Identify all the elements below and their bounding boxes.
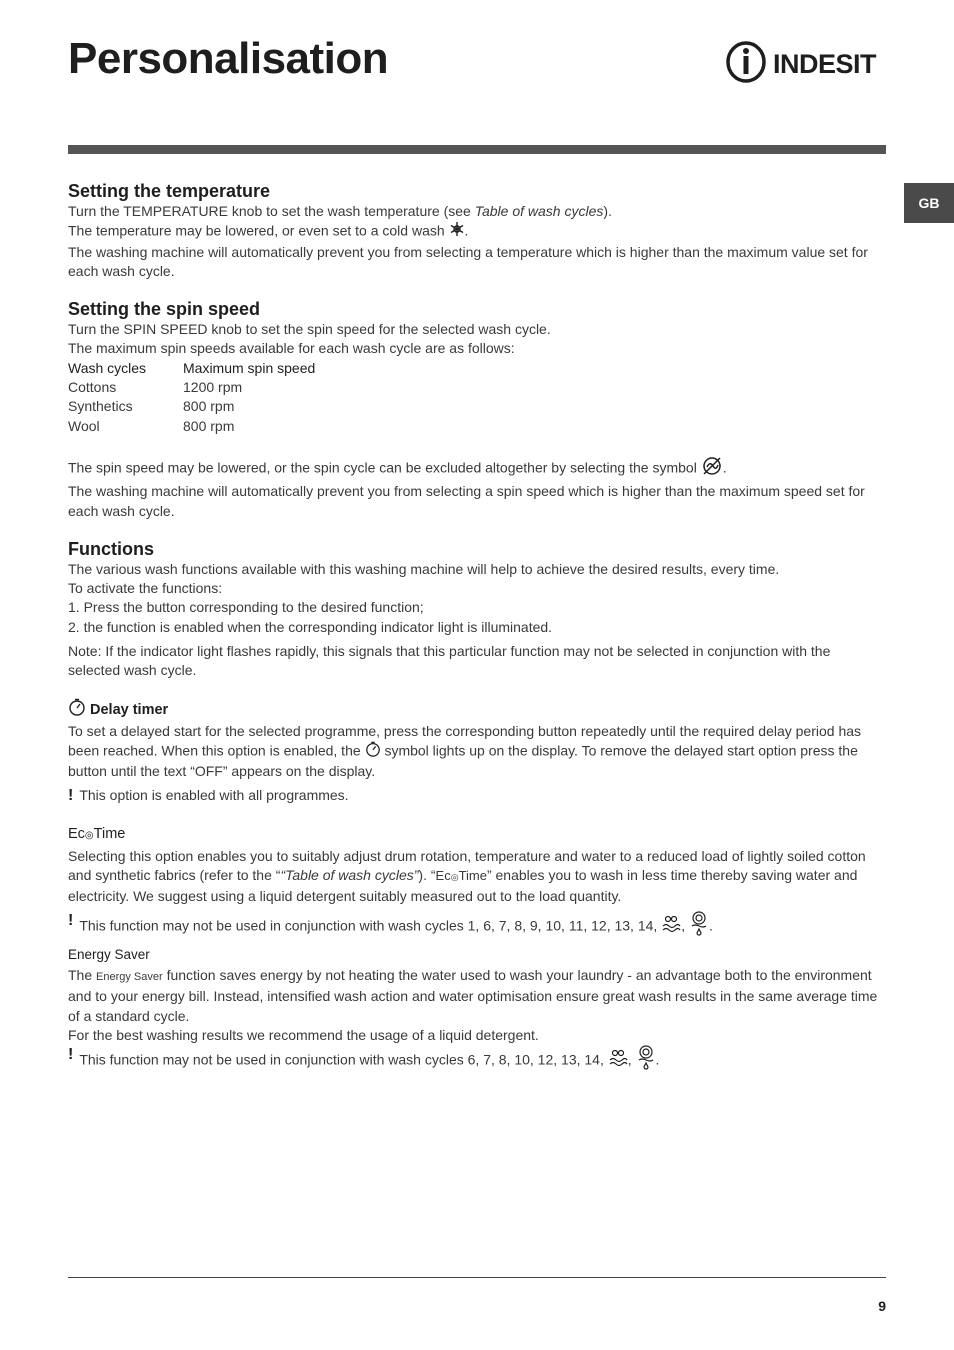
indesit-logo (726, 40, 886, 84)
paragraph: The spin speed may be lowered, or the spin cycle can be excluded altogether by selecting the symbol . (68, 455, 886, 482)
page-title: Personalisation (68, 34, 389, 83)
section-heading: Setting the spin speed (68, 299, 261, 320)
drain-spin-icon (689, 911, 709, 942)
table-cell: Synthetics (68, 398, 133, 415)
section-heading: Functions (68, 538, 154, 559)
list-item: 1. Press the button corresponding to the desired function; (68, 599, 424, 616)
drain-spin-icon (636, 1045, 656, 1076)
subsection-energy-saver (68, 944, 886, 1076)
section-functions (68, 538, 886, 1077)
eco-time-logo-inline: Ec◎Time (435, 868, 487, 884)
energy-saver-logo-inline: Energy Saver (96, 971, 163, 984)
paragraph: Turn the TEMPERATURE knob to set the wash temperature (see Table of wash cycles). (68, 203, 612, 219)
table-cell: 800 rpm (183, 398, 235, 415)
paragraph: To set a delayed start for the selected programme, press the corresponding button repeatedly until the required delay period has been reached. When this option is enabled, the symbol lights up on the display. To remove the delayed start option press the button until the text “OFF” appears on the display. (68, 722, 862, 780)
bottom-divider (68, 1277, 886, 1278)
table-cell: 800 rpm (183, 417, 235, 434)
subsection-heading: Delay timer (68, 698, 886, 722)
warning-icon: ! (68, 1046, 74, 1064)
warning-icon: ! (68, 911, 74, 929)
paragraph: Turn the SPIN SPEED knob to set the spin speed for the selected wash cycle. (68, 321, 551, 338)
table-row (68, 397, 315, 416)
page-number: 9 (878, 1298, 886, 1314)
section-heading: Setting the temperature (68, 181, 271, 201)
warning-icon: ! (68, 786, 74, 804)
eco-time-logo: Ec◎Time (68, 825, 126, 842)
snowflake-icon (449, 221, 465, 242)
section-spin-speed (68, 298, 886, 521)
main-content (68, 180, 886, 1077)
no-spin-icon (701, 455, 723, 482)
paragraph: The washing machine will automatically prevent you from selecting a spin speed which is higher than the maximum speed set for each wash cycle. (68, 483, 865, 519)
table-row (68, 417, 315, 436)
warning-note: ! This option is enabled with all programmes. (68, 786, 349, 804)
brand-wordmark: INDESIT (773, 49, 877, 79)
paragraph: The Energy Saver function saves energy by not heating the water used to wash your laundry - an advantage both to the environment and to your energy bill. Instead, intensified wash action and water optimisation ensure great wash results in the same average time of a standard cycle. (68, 967, 878, 1024)
paragraph: Selecting this option enables you to suitably adjust drum rotation, temperature and water to a reduced load of lightly soiled cotton and synthetic fabrics (refer to the ““Table of wash cycles”). “Ec◎Time” enables you to wash in less time thereby saving water and electricity. We suggest using a liquid detergent suitably measured out to the load quantity. (68, 847, 866, 905)
paragraph: The maximum spin speeds available for each wash cycle are as follows: (68, 340, 515, 357)
table-row (68, 378, 315, 397)
table-header-row (68, 359, 315, 378)
subsection-eco-time (68, 823, 886, 942)
list-item: 2. the function is enabled when the corresponding indicator light is illuminated. (68, 618, 553, 635)
top-divider (68, 145, 886, 154)
paragraph: The temperature may be lowered, or even set to a cold wash . (68, 221, 886, 242)
paragraph: The various wash functions available with this washing machine will help to achieve the desired results, every time. (68, 560, 780, 577)
clock-icon (365, 741, 381, 762)
wool-cycle-icon (608, 1049, 628, 1072)
paragraph: To activate the functions: (68, 580, 223, 597)
table-cell: 1200 rpm (183, 379, 243, 396)
warning-note: ! This function may not be used in conjunction with wash cycles 6, 7, 8, 10, 12, 13, 14, , . (68, 1045, 886, 1076)
note-paragraph: Note: If the indicator light flashes rapidly, this signals that this particular function may not be selected in conjunction with the selected wash cycle. (68, 643, 831, 679)
energy-saver-logo: Energy Saver (68, 947, 150, 963)
wool-cycle-icon (661, 915, 681, 938)
clock-icon (68, 698, 86, 722)
table-cell: Wool (68, 417, 100, 434)
spin-speed-table (68, 359, 315, 436)
table-header: Wash cycles (68, 359, 147, 376)
paragraph: For the best washing results we recommend the usage of a liquid detergent. (68, 1026, 539, 1043)
table-header: Maximum spin speed (183, 359, 316, 376)
warning-note: ! This function may not be used in conjunction with wash cycles 1, 6, 7, 8, 9, 10, 11, 12, 13, 14, , . (68, 911, 886, 942)
table-cell: Cottons (68, 379, 117, 396)
section-temperature (68, 180, 886, 281)
subsection-delay-timer (68, 698, 886, 805)
paragraph: The washing machine will automatically prevent you from selecting a temperature which is higher than the maximum value set for each wash cycle. (68, 243, 868, 279)
language-tab: GB (904, 183, 954, 223)
